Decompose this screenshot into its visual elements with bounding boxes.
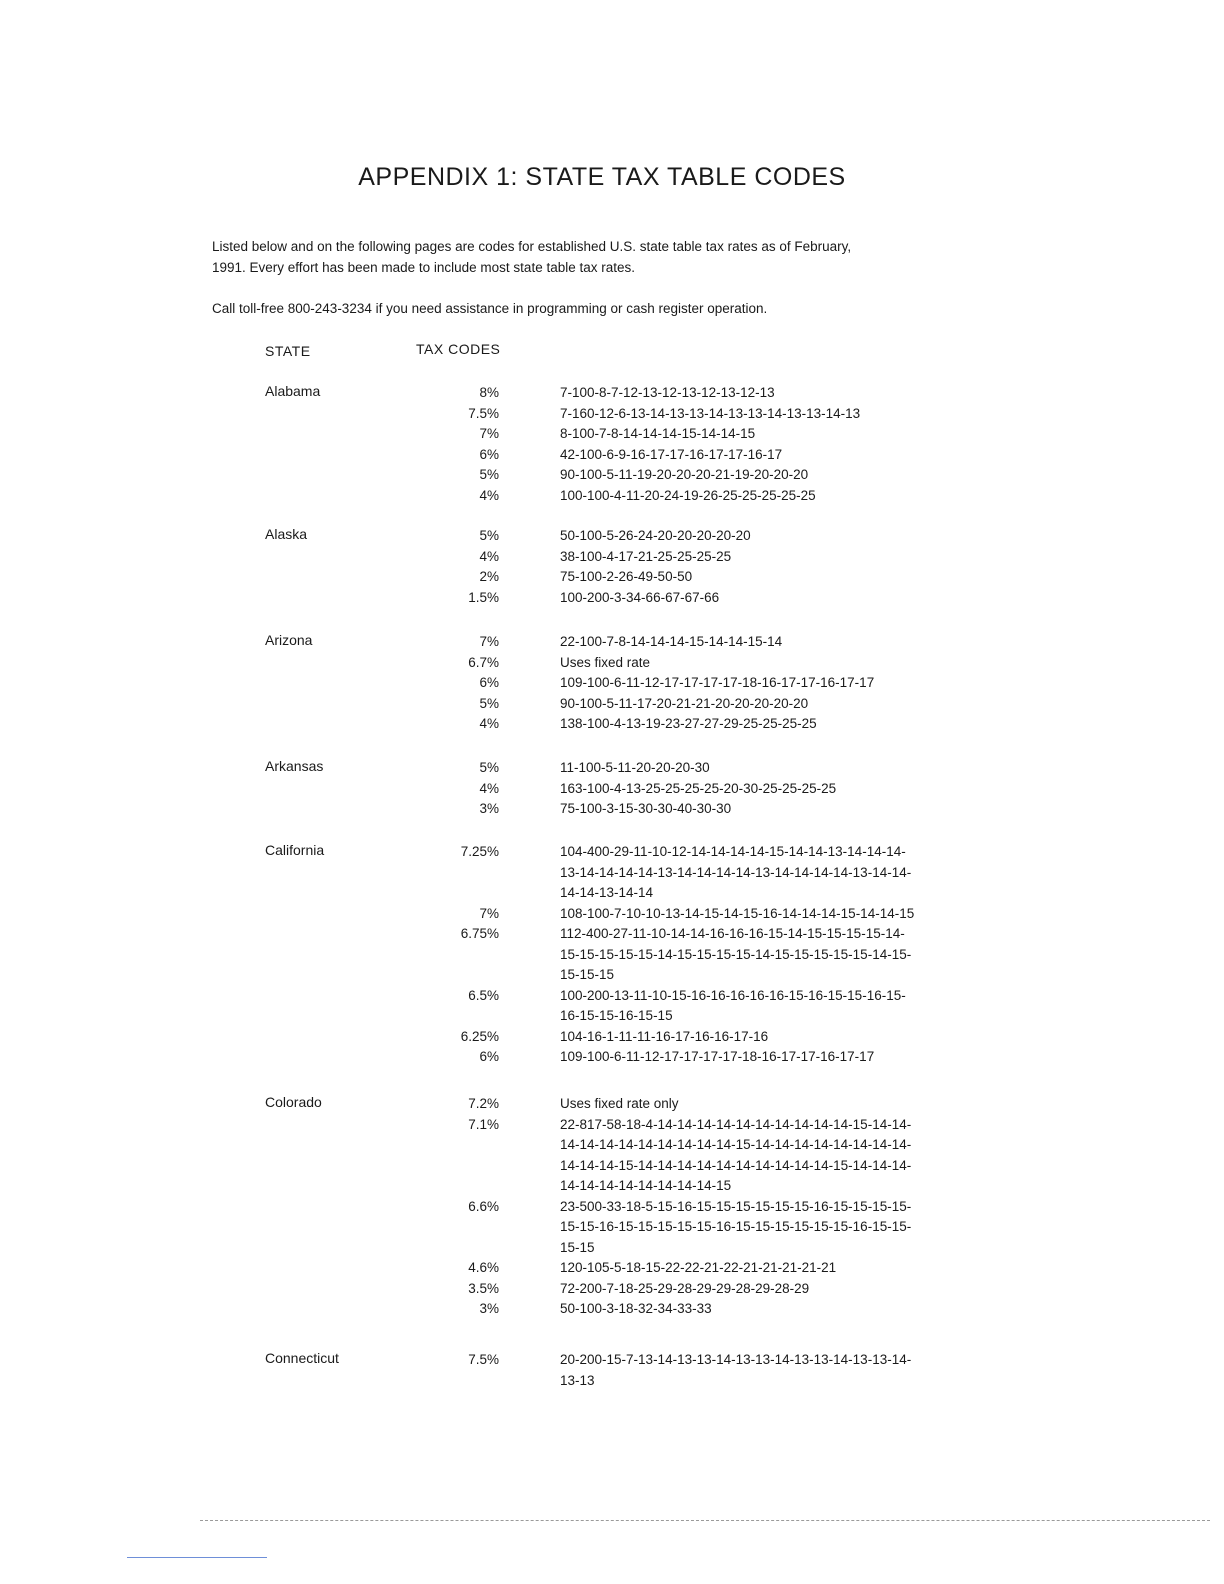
column-header-tax-codes: TAX CODES [416,341,501,357]
tax-rate: 6.6% [468,1198,499,1214]
tax-code-line: 20-200-15-7-13-14-13-13-14-13-13-14-13-13-14-13-13-14- [560,1352,912,1367]
state-name: Alaska [265,526,308,542]
page-title: APPENDIX 1: STATE TAX TABLE CODES [358,163,846,191]
tax-rate: 6.75% [460,926,499,941]
tax-rate: 5% [479,528,499,543]
state-name: Connecticut [265,1350,339,1366]
tax-rate: 6.7% [468,654,499,670]
tax-rate: 5% [479,760,499,775]
tax-rate: 6% [479,675,499,690]
tax-code-line: 16-15-15-16-15-15 [560,1008,673,1023]
tax-code-line: 14-14-14-14-14-14-14-14-14-15-14-14-14-14-14-14-14-14- [560,1137,912,1152]
tax-code-line: 42-100-6-9-16-17-17-16-17-17-16-17 [560,446,783,462]
tax-rate: 5% [479,695,499,711]
tax-code-line: 15-15-15-15-15-14-15-15-15-15-14-15-15-15-15-15-14-15- [560,946,912,962]
tax-rate: 6.5% [468,987,499,1003]
tax-code-line: 7-100-8-7-12-13-12-13-12-13-12-13 [560,385,775,400]
tax-rate: 7.5% [468,405,499,421]
column-header-state: STATE [265,343,311,359]
tax-code-line: 22-100-7-8-14-14-14-15-14-14-15-14 [560,634,783,649]
tax-rate: 6% [479,1049,499,1064]
tax-rate: 4% [479,487,499,503]
tax-code-line: 50-100-3-18-32-34-33-33 [560,1301,712,1316]
tax-rate: 7% [479,905,499,921]
tax-rate: 8% [479,385,499,400]
tax-code-line: 14-14-14-14-14-14-14-14-15 [560,1178,732,1193]
tax-rate: 6% [479,446,499,462]
tax-code-line: 50-100-5-26-24-20-20-20-20-20 [560,528,751,543]
tax-code-line: 120-105-5-18-15-22-22-21-22-21-21-21-21-21 [560,1260,837,1275]
tax-code-line: 13-13 [560,1372,595,1388]
tax-rate: 4% [479,548,499,564]
tax-code-line: 15-15 [560,1239,595,1255]
tax-code-line: 100-200-13-11-10-15-16-16-16-16-16-15-16-15-15-16-15- [560,987,906,1003]
tax-code-line: 109-100-6-11-12-17-17-17-17-18-16-17-17-16-17-17 [560,1049,875,1064]
state-name: California [265,842,325,858]
intro-paragraph [212,236,982,278]
tax-code-line: 100-100-4-11-20-24-19-26-25-25-25-25-25 [560,487,816,503]
state-name: Arizona [265,632,313,648]
tax-code-line: 75-100-3-15-30-30-40-30-30 [560,801,732,816]
tax-rate: 7% [479,426,499,441]
tax-rate: 7% [479,634,499,649]
state-name: Alabama [265,383,321,399]
tax-rate: 7.25% [460,844,499,859]
tax-rate: 3.5% [468,1280,499,1296]
tax-code-line: 163-100-4-13-25-25-25-25-20-30-25-25-25-25 [560,780,837,796]
tax-code-line: 90-100-5-11-19-20-20-20-21-19-20-20-20 [560,467,809,482]
tax-code-line: 13-14-14-14-14-13-14-14-14-14-13-14-14-14-14-13-14-14- [560,864,912,880]
tax-rate: 4% [479,716,499,731]
tax-code-line: 104-400-29-11-10-12-14-14-14-14-15-14-14-13-14-14-14- [560,844,906,859]
tax-rate: 6.25% [460,1028,499,1044]
tax-code-line: 104-16-1-11-11-16-17-16-16-17-16 [560,1028,769,1044]
tax-code-line: 100-200-3-34-66-67-67-66 [560,589,720,605]
support-phone-note: Call toll-free 800-243-3234 if you need assistance in programming or cash register operation. [212,301,768,316]
tax-code-line: 109-100-6-11-12-17-17-17-17-18-16-17-17-16-17-17 [560,675,875,690]
tax-code-line: 72-200-7-18-25-29-28-29-29-28-29-28-29 [560,1280,810,1296]
tax-code-line: Uses fixed rate [560,654,651,670]
tax-code-line: 138-100-4-13-19-23-27-27-29-25-25-25-25 [560,716,817,731]
footer-underline [127,1557,267,1558]
tax-code-line: 15-15-15 [560,967,615,982]
tax-code-line: 15-15-16-15-15-15-15-15-16-15-15-15-15-15-15-16-15-15- [560,1219,912,1234]
intro-line-2: 1991. Every effort has been made to include most state table tax rates. [212,260,635,275]
tax-code-line: 112-400-27-11-10-14-14-16-16-16-15-14-15-15-15-15-14- [560,926,905,941]
tax-code-line: 7-160-12-6-13-14-13-13-14-13-13-14-13-13-14-13 [560,405,861,421]
tax-code-line: Uses fixed rate only [560,1096,679,1111]
state-name: Arkansas [265,758,324,774]
state-name: Colorado [265,1094,322,1110]
tax-code-line: 38-100-4-17-21-25-25-25-25 [560,548,732,564]
tax-code-line: 14-14-14-15-14-14-14-14-14-14-14-14-14-14-15-14-14-14- [560,1157,912,1173]
tax-code-line: 8-100-7-8-14-14-14-15-14-14-15 [560,426,756,441]
tax-rate: 2% [479,569,499,584]
tax-code-line: 75-100-2-26-49-50-50 [560,569,693,584]
footer-divider [200,1520,1210,1521]
tax-rate: 7.5% [468,1352,499,1367]
tax-code-line: 108-100-7-10-10-13-14-15-14-15-16-14-14-14-15-14-14-15 [560,905,915,921]
tax-rate: 4% [479,780,499,796]
tax-rate: 3% [479,1301,499,1316]
tax-rate: 3% [479,801,499,816]
tax-rate: 7.1% [468,1116,499,1132]
tax-rate: 7.2% [468,1096,499,1111]
intro-line-1: Listed below and on the following pages are codes for established U.S. state table tax rates as of February, [212,239,852,254]
tax-rate: 4.6% [468,1260,499,1275]
tax-rate: 5% [479,467,499,482]
tax-code-line: 90-100-5-11-17-20-21-21-20-20-20-20-20 [560,695,809,711]
tax-rate: 1.5% [468,589,499,605]
tax-code-line: 14-14-13-14-14 [560,885,654,900]
tax-code-line: 23-500-33-18-5-15-16-15-15-15-15-15-15-16-15-15-15-15- [560,1198,912,1214]
tax-code-line: 22-817-58-18-4-14-14-14-14-14-14-14-14-14-14-15-14-14- [560,1116,912,1132]
tax-code-line: 11-100-5-11-20-20-20-30 [560,760,710,775]
